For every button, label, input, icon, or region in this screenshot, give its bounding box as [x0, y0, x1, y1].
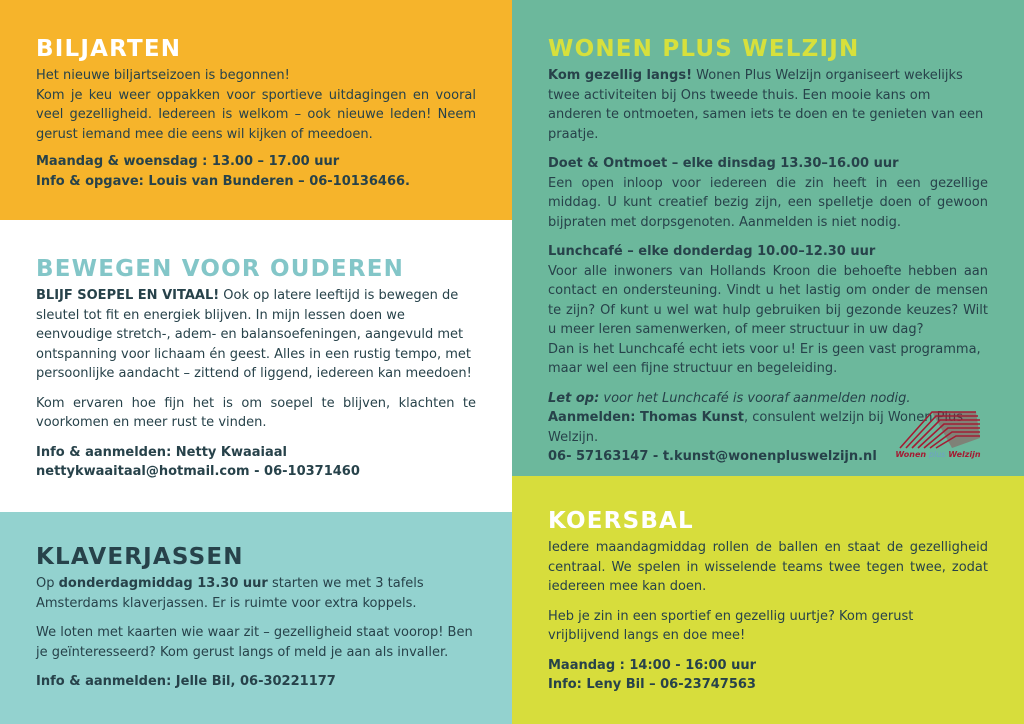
- bewegen-body1: [36, 286, 476, 384]
- klaverjassen-when: donderdagmiddag 13.30 uur: [58, 576, 268, 591]
- wonen-note-label: Let op:: [548, 390, 600, 406]
- wonen-intro: [548, 66, 988, 144]
- koersbal-body1: Iedere maandagmiddag rollen de ballen en staat de gezelligheid centraal. We spelen in wisselende teams twee tegen twee, zodat iedereen mee kan doen.: [548, 540, 988, 594]
- klaverjassen-pre: Op: [36, 576, 59, 591]
- bewegen-lead: BLIJF SOEPEL EN VITAAL!: [36, 288, 220, 303]
- koersbal-schedule: Maandag : 14:00 - 16:00 uur: [548, 657, 757, 673]
- wonen-section: [512, 0, 1024, 476]
- wonen-title: WONEN PLUS WELZIJN: [548, 36, 860, 62]
- wonen-doet-body: Een open inloop voor iedereen die zin heeft in een gezellige middag. U kunt creatief bezig zijn, een spelletje doen of gewoon bijpraten met dorpsgenoten. Aanmelden is niet nodig.: [548, 175, 988, 230]
- bewegen-info-label: Info & aanmelden: Netty Kwaaiaal: [36, 444, 287, 460]
- klaverjassen-body1: [36, 574, 476, 613]
- koersbal-body2: Heb je zin in een sportief en gezellig uurtje? Kom gerust vrijblijvend langs en doe mee!: [548, 608, 914, 643]
- bewegen-section: [0, 220, 512, 512]
- wonen-plus-welzijn-logo: [892, 408, 984, 464]
- wonen-lunch-body: Voor alle inwoners van Hollands Kroon die behoefte hebben aan contact en ondersteuning. Vindt u het lastig om onder de mensen te zijn? Of kunt u wel wat hulp gebruiken bij gezonde keuzes? Wilt u meer leren samenwerken, of meer structuur in uw dag?: [548, 263, 988, 337]
- wonen-lunch-body2: Dan is het Lunchcafé echt iets voor u! Er is geen vast programma, maar wel een fijne structuur en begeleiding.: [548, 341, 981, 376]
- logo-roof-icon: [892, 408, 984, 452]
- wonen-note-text: voor het Lunchcafé is vooraf aanmelden nodig.: [599, 390, 911, 406]
- biljarten-info: Info & opgave: Louis van Bunderen – 06-10136466.: [36, 173, 410, 189]
- wonen-note: [548, 389, 988, 409]
- klaverjassen-post: starten we met 3 tafels Amsterdams klaverjassen. Er is ruimte voor extra koppels.: [36, 576, 424, 611]
- klaverjassen-body2: We loten met kaarten wie waar zit – gezelligheid staat voorop! Ben je geïnteresseerd? Kom gerust langs of meld je aan als invaller.: [36, 625, 473, 660]
- wonen-contact-text: , consulent welzijn bij Wonen Plus Welzijn.: [548, 410, 964, 445]
- bewegen-title: BEWEGEN VOOR OUDEREN: [36, 256, 405, 282]
- biljarten-title: BILJARTEN: [36, 36, 182, 62]
- logo-word-welzijn: Welzijn: [948, 450, 981, 459]
- klaverjassen-title: KLAVERJASSEN: [36, 544, 244, 570]
- wonen-intro-text: Wonen Plus Welzijn organiseert wekelijks twee activiteiten bij Ons tweede thuis. Een mooie kans om anderen te ontmoeten, samen iets te doen en te genieten van een praatje.: [548, 68, 984, 142]
- logo-word-wonen: Wonen: [895, 450, 927, 459]
- bewegen-body2: Kom ervaren hoe fijn het is om soepel te blijven, klachten te voorkomen en meer rust te vinden.: [36, 395, 476, 430]
- biljarten-body: Kom je keu weer oppakken voor sportieve uitdagingen en vooral veel gezelligheid. Iedereen is welkom – ook nieuwe leden! Neem gerust iemand mee die eens wil kijken of meedoen.: [36, 87, 476, 142]
- biljarten-schedule: Maandag & woensdag : 13.00 – 17.00 uur: [36, 154, 340, 169]
- wonen-contact-line: 06- 57163147 - t.kunst@wonenpluswelzijn.nl: [548, 449, 877, 464]
- wonen-lead: Kom gezellig langs!: [548, 68, 693, 83]
- bewegen-info-contact: nettykwaaitaal@hotmail.com - 06-10371460: [36, 464, 360, 479]
- klaverjassen-section: [0, 512, 512, 724]
- bewegen-body1-text: Ook op latere leeftijd is bewegen de sleutel tot fit en energiek blijven. In mijn lessen doen we eenvoudige stretch-, adem- en balansoefeningen, aangevuld met ontspanning voor lichaam én geest. Alles in een rustig tempo, met persoonlijke aandacht – zittend of liggend, iedereen kan meedoen!: [36, 288, 472, 381]
- biljarten-section: [0, 0, 512, 220]
- wonen-doet-title: Doet & Ontmoet – elke dinsdag 13.30–16.00 uur: [548, 156, 899, 171]
- koersbal-section: [512, 476, 1024, 724]
- biljarten-intro: Het nieuwe biljartseizoen is begonnen!: [36, 68, 290, 83]
- wonen-contact-label: Aanmelden: Thomas Kunst: [548, 410, 744, 425]
- klaverjassen-info: Info & aanmelden: Jelle Bil, 06-30221177: [36, 674, 336, 689]
- wonen-lunch-title: Lunchcafé – elke donderdag 10.00–12.30 uur: [548, 244, 876, 259]
- logo-text: [892, 450, 984, 459]
- koersbal-info: Info: Leny Bil – 06-23747563: [548, 677, 756, 692]
- koersbal-title: KOERSBAL: [548, 508, 694, 534]
- logo-word-plus: plus: [928, 450, 946, 459]
